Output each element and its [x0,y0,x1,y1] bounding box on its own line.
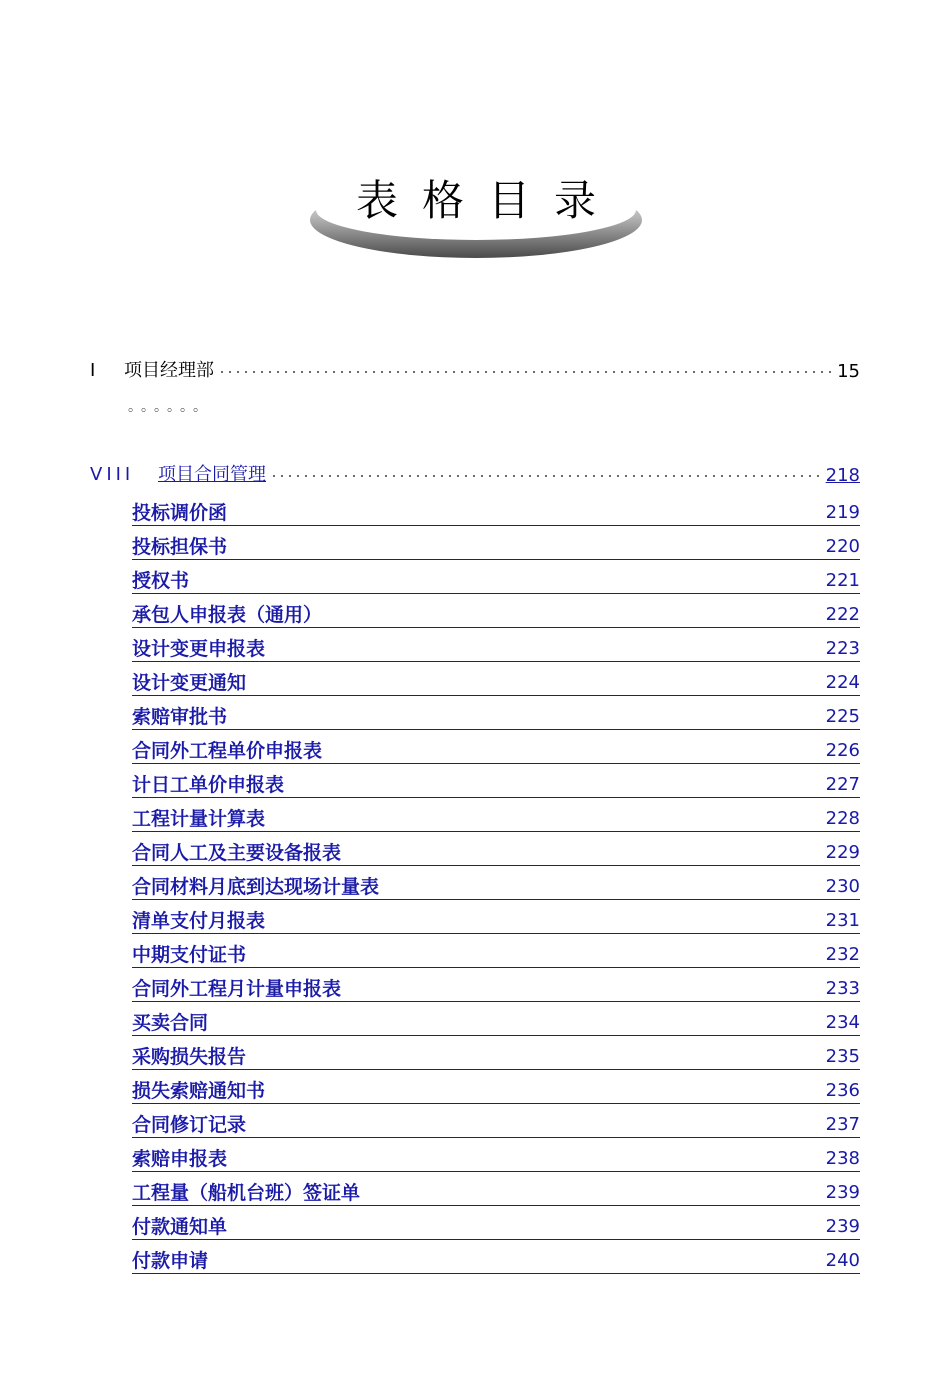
entry-page-number: 220 [825,536,860,557]
entry-page-number: 219 [825,502,860,523]
entry-title: 合同人工及主要设备报表 [132,842,342,864]
entry-page-number: 229 [825,842,860,863]
entry-title: 采购损失报告 [132,1046,247,1068]
toc-entry[interactable] [132,1002,860,1036]
toc-entry[interactable] [132,662,860,696]
entry-page-number: 221 [825,570,860,591]
entry-page-number: 233 [825,978,860,999]
title-banner [306,150,646,265]
placeholder-marks: 。。。。。。 [128,399,213,415]
toc-entry[interactable] [132,1138,860,1172]
entry-title: 买卖合同 [132,1012,209,1034]
entry-page-number: 231 [825,910,860,931]
section-page-number: 218 [825,465,860,486]
section-title: 项目合同管理 [158,464,266,485]
entry-title: 投标调价函 [132,502,228,524]
entry-page-number: 226 [825,740,860,761]
entry-title: 授权书 [132,570,190,592]
entry-page-number: 227 [825,774,860,795]
toc-entry[interactable] [132,1104,860,1138]
section-numeral: I [90,360,96,381]
toc-entry[interactable] [132,594,860,628]
toc-section-8[interactable] [90,460,860,486]
toc-entry[interactable] [132,764,860,798]
toc-entry[interactable] [132,934,860,968]
toc-entry[interactable] [132,832,860,866]
entry-title: 设计变更申报表 [132,638,266,660]
toc-entry[interactable] [132,866,860,900]
toc-entry[interactable] [132,798,860,832]
entry-title: 中期支付证书 [132,944,247,966]
toc-entry[interactable] [132,1172,860,1206]
toc-entry[interactable] [132,968,860,1002]
entry-title: 合同外工程月计量申报表 [132,978,342,1000]
entry-page-number: 235 [825,1046,860,1067]
entry-page-number: 222 [825,604,860,625]
entry-page-number: 223 [825,638,860,659]
toc-entry[interactable] [132,1070,860,1104]
dot-leader [270,472,822,480]
entry-title: 投标担保书 [132,536,228,558]
entry-page-number: 225 [825,706,860,727]
entry-title: 付款申请 [132,1250,209,1272]
toc-entry[interactable] [132,730,860,764]
entry-page-number: 236 [825,1080,860,1101]
section-numeral: VIII [90,464,135,485]
entry-page-number: 239 [825,1182,860,1203]
entry-title: 合同修订记录 [132,1114,247,1136]
toc-entry[interactable] [132,560,860,594]
section-title: 项目经理部 [124,360,214,381]
entry-title: 索赔申报表 [132,1148,228,1170]
entry-title: 工程计量计算表 [132,808,266,830]
entry-title: 工程量（船机台班）签证单 [132,1182,361,1204]
entry-title: 计日工单价申报表 [132,774,285,796]
toc-entry[interactable] [132,492,860,526]
entry-title: 承包人申报表（通用） [132,604,323,626]
toc-entry-list [132,492,860,1274]
entry-title: 清单支付月报表 [132,910,266,932]
entry-page-number: 230 [825,876,860,897]
toc-entry[interactable] [132,526,860,560]
entry-page-number: 238 [825,1148,860,1169]
entry-title: 索赔审批书 [132,706,228,728]
toc-section-1[interactable] [90,356,860,382]
entry-title: 付款通知单 [132,1216,228,1238]
page-title: 表格目录 [355,176,620,225]
entry-page-number: 237 [825,1114,860,1135]
entry-page-number: 224 [825,672,860,693]
entry-title: 合同材料月底到达现场计量表 [132,876,380,898]
entry-page-number: 240 [825,1250,860,1271]
toc-entry[interactable] [132,1036,860,1070]
entry-title: 合同外工程单价申报表 [132,740,323,762]
toc-entry[interactable] [132,1240,860,1274]
entry-title: 损失索赔通知书 [132,1080,266,1102]
entry-page-number: 232 [825,944,860,965]
toc-entry[interactable] [132,1206,860,1240]
entry-title: 设计变更通知 [132,672,247,694]
toc-entry[interactable] [132,628,860,662]
dot-leader [218,368,833,376]
entry-page-number: 228 [825,808,860,829]
toc-entry[interactable] [132,900,860,934]
entry-page-number: 239 [825,1216,860,1237]
section-page-number: 15 [837,361,860,382]
entry-page-number: 234 [825,1012,860,1033]
toc-entry[interactable] [132,696,860,730]
